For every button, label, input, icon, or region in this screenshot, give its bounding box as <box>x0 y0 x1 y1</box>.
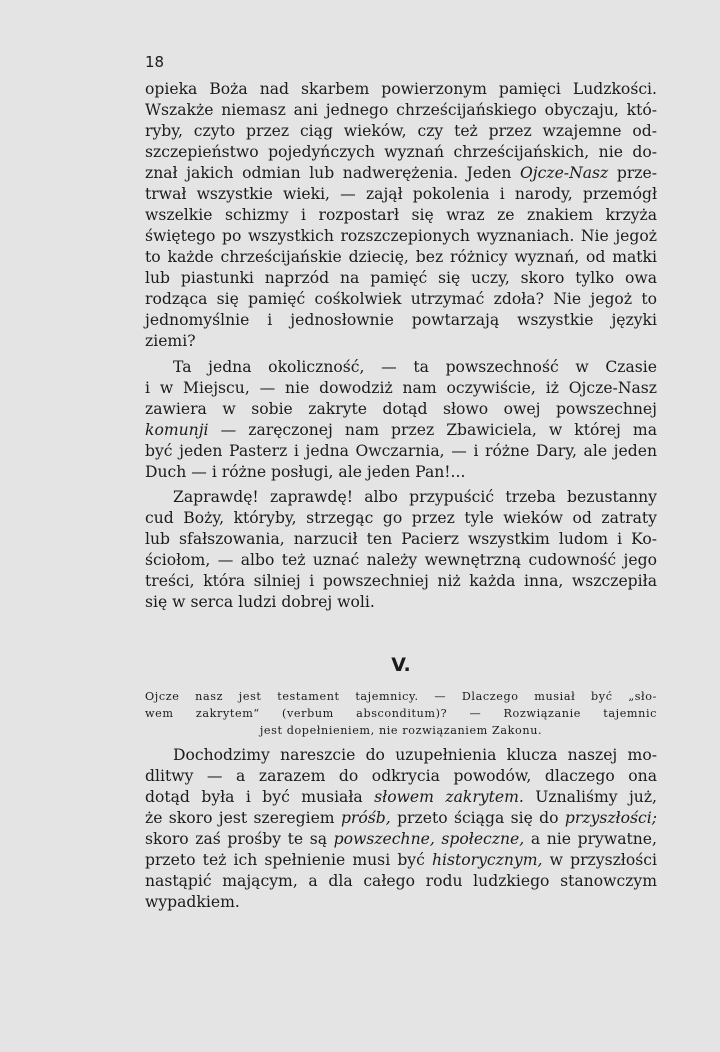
section-summary-line: jest dopełnieniem, nie rozwiązaniem Zakonu. <box>259 724 543 737</box>
text-line: Duch — i różne posługi, ale jeden Pan!... <box>145 463 466 481</box>
text-line: dlitwy — a zarazem do odkrycia powodów, dlaczego ona <box>145 767 657 785</box>
text-span: a nie prywatne, <box>530 830 657 848</box>
text-span: przeto ściąga się do <box>397 809 559 827</box>
text-line: opieka Boża nad skarbem powierzonym pamięci Ludzkości. <box>145 80 657 98</box>
text-line <box>145 829 657 850</box>
italic-term: próśb, <box>340 809 391 827</box>
text-line: wypadkiem. <box>145 893 240 911</box>
text-line: rodząca się pamięć cośkolwiek utrzymać zdoła? Nie jegoż to <box>145 290 657 308</box>
italic-term: przyszłości; <box>564 809 657 827</box>
text-line <box>145 850 657 871</box>
text-line: Dochodzimy nareszcie do uzupełnienia klucza naszej mo- <box>173 746 657 764</box>
text-line: Zaprawdę! zaprawdę! albo przypuścić trzeba bezustanny <box>173 488 657 506</box>
text-line: i w Miejscu, — nie dowodziż nam oczywiście, iż Ojcze-Nasz <box>145 379 657 397</box>
text-line: wszelkie schizmy i rozpostarł się wraz ze znakiem krzyża <box>145 206 657 224</box>
text-span: przeto też ich spełnienie musi być <box>145 851 425 869</box>
text-line <box>145 808 657 829</box>
text-line: cud Boży, któryby, strzegąc go przez tyle wieków od zatraty <box>145 509 657 527</box>
text-line <box>145 787 657 808</box>
section-summary-line: wem zakrytem“ (verbum absconditum)? — Rozwiązanie tajemnic <box>145 707 657 720</box>
text-line: ziemi? <box>145 332 196 350</box>
text-line: ściołom, — albo też uznać należy wewnętrzną cudowność jego <box>145 551 657 569</box>
text-line: ryby, czyto przez ciąg wieków, czy też przez wzajemne od- <box>145 122 657 140</box>
text-span: w przyszłości <box>549 851 657 869</box>
text-line: nastąpić mającym, a dla całego rodu ludzkiego stanowczym <box>145 872 657 890</box>
text-span: Uznaliśmy już, <box>535 788 658 806</box>
italic-term: powszechne, społeczne, <box>333 830 525 848</box>
text-line: Ta jedna okoliczność, — ta powszechność w Czasie <box>173 358 657 376</box>
section-summary-line: Ojcze nasz jest testament tajemnicy. — Dlaczego musiał być „sło- <box>145 690 657 703</box>
text-line: lub piastunki naprzód na pamięć się uczy, skoro tylko owa <box>145 269 657 287</box>
text-line: świętego po wszystkich rozszczepionych wyznaniach. Nie jegoż <box>145 227 657 245</box>
text-span: skoro zaś prośby te są <box>145 830 328 848</box>
text-line: trwał wszystkie wieki, — zajął pokolenia i narody, przemógł <box>145 185 657 203</box>
text-span: znał jakich odmian lub nadwerężenia. Jeden <box>145 164 512 182</box>
text-line: lub sfałszowania, narzucił ten Pacierz wszystkim ludom i Ko- <box>145 530 657 548</box>
italic-term: komunji <box>145 421 209 439</box>
italic-term: słowem zakrytem. <box>374 788 524 806</box>
text-line <box>145 420 657 441</box>
italic-term: historycznym, <box>431 851 543 869</box>
text-line: Wszakże niemasz ani jednego chrześcijańskiego obyczaju, któ- <box>145 101 657 119</box>
text-line: się w serca ludzi dobrej woli. <box>145 593 375 611</box>
text-line: być jeden Pasterz i jedna Owczarnia, — i różne Dary, ale jeden <box>145 442 657 460</box>
text-line: treści, która silniej i powszechniej niż każda inna, wszczepiła <box>145 572 657 590</box>
italic-term: Ojcze-Nasz <box>520 164 609 182</box>
text-span: że skoro jest szeregiem <box>145 809 335 827</box>
text-span: dotąd była i być musiała <box>145 788 363 806</box>
text-line <box>145 163 657 184</box>
page-number: 18 <box>145 53 165 71</box>
text-line: zawiera w sobie zakryte dotąd słowo owej powszechnej <box>145 400 657 418</box>
text-line: to każde chrześcijańskie dziecię, bez różnicy wyznań, od matki <box>145 248 657 266</box>
text-line: jednomyślnie i jednosłownie powtarzają wszystkie języki <box>145 311 657 329</box>
text-line: szczepieństwo pojedyńczych wyznań chrześcijańskich, nie do- <box>145 143 657 161</box>
text-span: prze- <box>616 164 657 182</box>
section-heading: V. <box>391 654 411 676</box>
text-span: — zaręczonej nam przez Zbawiciela, w której ma <box>220 421 657 439</box>
